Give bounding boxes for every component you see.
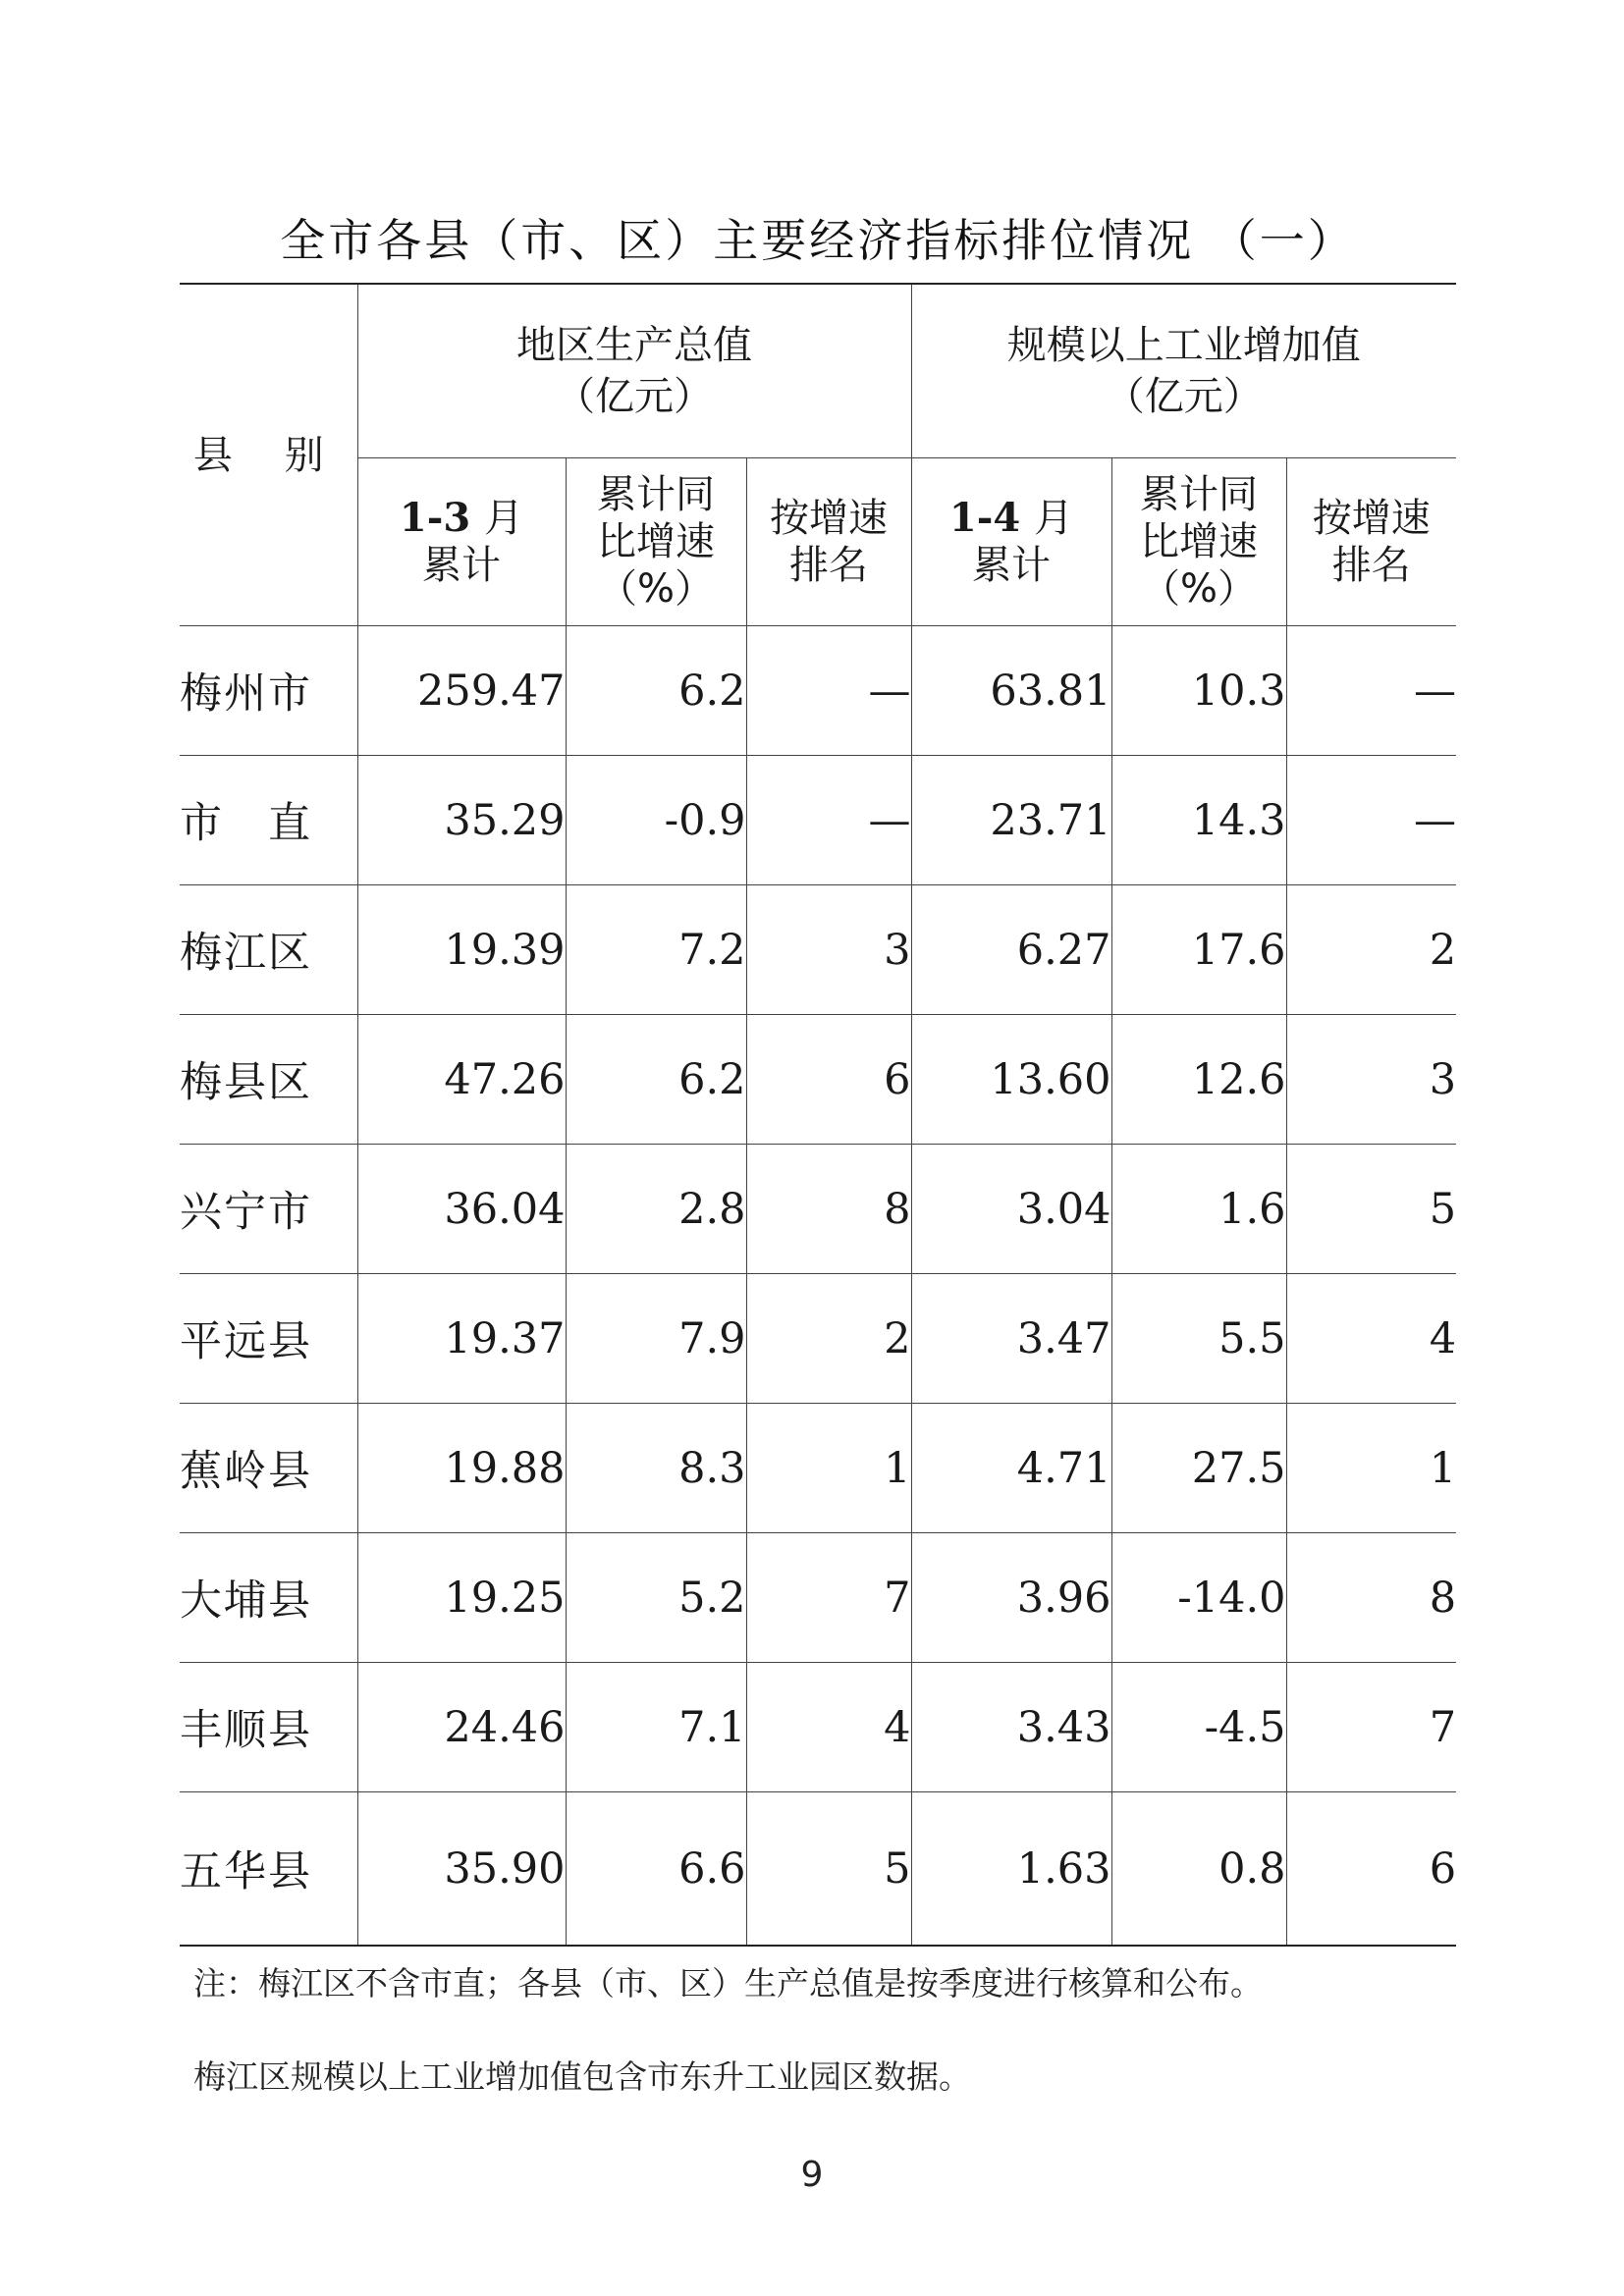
industry-rank-value: 1 [1286,1404,1456,1533]
gdp-growth-value: 5.2 [566,1533,746,1663]
gdp-rank-label-2: 排名 [789,543,868,588]
industry-growth-value: 27.5 [1111,1404,1286,1533]
county-column-header: 县 别 [180,284,357,626]
gdp-rank-value: 3 [746,885,911,1015]
gdp-rank-value: 6 [746,1015,911,1145]
gdp-rank-value: 2 [746,1274,911,1404]
industry-period-range: 1-4 [948,495,1021,541]
industry-group-unit: （亿元） [1105,374,1263,419]
gdp-value: 35.90 [357,1792,566,1947]
industry-growth-value: -4.5 [1111,1663,1286,1792]
industry-rank-value: 4 [1286,1274,1456,1404]
table-row [180,626,1456,756]
page-title: 全市各县（市、区）主要经济指标排位情况 （一） [280,214,1356,267]
industry-value: 6.27 [911,885,1111,1015]
gdp-period-month: 月 [484,496,524,541]
gdp-growth-value: 6.2 [566,1015,746,1145]
county-name: 梅县区 [180,1015,357,1145]
gdp-value: 19.37 [357,1274,566,1404]
county-name: 五华县 [180,1792,357,1947]
county-name: 平远县 [180,1274,357,1404]
industry-growth-header [1111,458,1286,626]
footnote-line-2: 梅江区规模以上工业增加值包含市东升工业园区数据。 [193,2057,971,2096]
industry-growth-label-2: 比增速 [1140,519,1259,564]
table-row [180,756,1456,885]
industry-value: 23.71 [911,756,1111,885]
table-row [180,1533,1456,1663]
industry-group-header [911,284,1456,458]
gdp-value: 47.26 [357,1015,566,1145]
industry-rank-label-1: 按增速 [1312,496,1431,541]
county-name: 蕉岭县 [180,1404,357,1533]
industry-growth-value: 14.3 [1111,756,1286,885]
gdp-growth-value: 7.9 [566,1274,746,1404]
indicator-ranking-table [180,283,1456,1947]
table-row [180,1145,1456,1274]
county-name: 梅州市 [180,626,357,756]
gdp-rank-label-1: 按增速 [770,496,888,541]
industry-rank-value: 8 [1286,1533,1456,1663]
industry-value: 1.63 [911,1792,1111,1947]
industry-cumulative-label: 累计 [972,543,1052,588]
gdp-growth-value: 7.1 [566,1663,746,1792]
county-name: 梅江区 [180,885,357,1015]
industry-cumulative-header [911,458,1111,626]
industry-value: 63.81 [911,626,1111,756]
industry-value: 13.60 [911,1015,1111,1145]
county-name: 大埔县 [180,1533,357,1663]
page-number: 9 [800,2155,824,2195]
industry-growth-value: 5.5 [1111,1274,1286,1404]
county-name: 丰顺县 [180,1663,357,1792]
industry-rank-label-2: 排名 [1331,543,1411,588]
industry-value: 3.47 [911,1274,1111,1404]
industry-rank-value: 5 [1286,1145,1456,1274]
gdp-growth-label-2: 比增速 [597,519,715,564]
table-row [180,885,1456,1015]
gdp-value: 19.88 [357,1404,566,1533]
gdp-growth-value: 2.8 [566,1145,746,1274]
industry-group-title: 规模以上工业增加值 [1006,323,1361,368]
gdp-growth-value: -0.9 [566,756,746,885]
gdp-group-header [357,284,911,458]
gdp-growth-header [566,458,746,626]
table-row [180,1663,1456,1792]
industry-growth-label-1: 累计同 [1140,472,1259,517]
table-row [180,1274,1456,1404]
gdp-value: 35.29 [357,756,566,885]
table-row [180,1404,1456,1533]
gdp-value: 259.47 [357,626,566,756]
gdp-rank-value: 1 [746,1404,911,1533]
industry-growth-value: -14.0 [1111,1533,1286,1663]
footnote-line-1: 注：梅江区不含市直；各县（市、区）生产总值是按季度进行核算和公布。 [193,1964,1263,2002]
industry-value: 3.96 [911,1533,1111,1663]
gdp-rank-value: 5 [746,1792,911,1947]
gdp-growth-value: 6.6 [566,1792,746,1947]
industry-rank-value: 2 [1286,885,1456,1015]
gdp-period-range: 1-3 [399,495,471,541]
industry-rank-value: 7 [1286,1663,1456,1792]
gdp-growth-value: 8.3 [566,1404,746,1533]
gdp-growth-unit: （%） [597,566,714,612]
gdp-rank-header [746,458,911,626]
industry-rank-value: — [1286,626,1456,756]
gdp-growth-value: 6.2 [566,626,746,756]
gdp-rank-value: 8 [746,1145,911,1274]
gdp-group-unit: （亿元） [556,374,713,419]
industry-rank-value: 6 [1286,1792,1456,1947]
industry-growth-value: 0.8 [1111,1792,1286,1947]
industry-period-month: 月 [1034,496,1074,541]
gdp-rank-value: 4 [746,1663,911,1792]
industry-rank-value: — [1286,756,1456,885]
gdp-value: 36.04 [357,1145,566,1274]
gdp-rank-value: — [746,756,911,885]
industry-growth-value: 12.6 [1111,1015,1286,1145]
gdp-cumulative-header [357,458,566,626]
gdp-growth-value: 7.2 [566,885,746,1015]
industry-rank-value: 3 [1286,1015,1456,1145]
industry-value: 3.04 [911,1145,1111,1274]
industry-growth-value: 17.6 [1111,885,1286,1015]
gdp-value: 24.46 [357,1663,566,1792]
gdp-growth-label-1: 累计同 [597,472,715,517]
gdp-group-title: 地区生产总值 [516,323,752,368]
gdp-rank-value: 7 [746,1533,911,1663]
industry-growth-value: 10.3 [1111,626,1286,756]
industry-growth-unit: （%） [1141,566,1258,612]
industry-value: 3.43 [911,1663,1111,1792]
industry-value: 4.71 [911,1404,1111,1533]
table-row [180,1792,1456,1947]
industry-growth-value: 1.6 [1111,1145,1286,1274]
industry-rank-header [1286,458,1456,626]
gdp-value: 19.39 [357,885,566,1015]
gdp-value: 19.25 [357,1533,566,1663]
table-row [180,1015,1456,1145]
gdp-rank-value: — [746,626,911,756]
county-name: 市 直 [180,756,357,885]
county-name: 兴宁市 [180,1145,357,1274]
gdp-cumulative-label: 累计 [422,543,501,588]
